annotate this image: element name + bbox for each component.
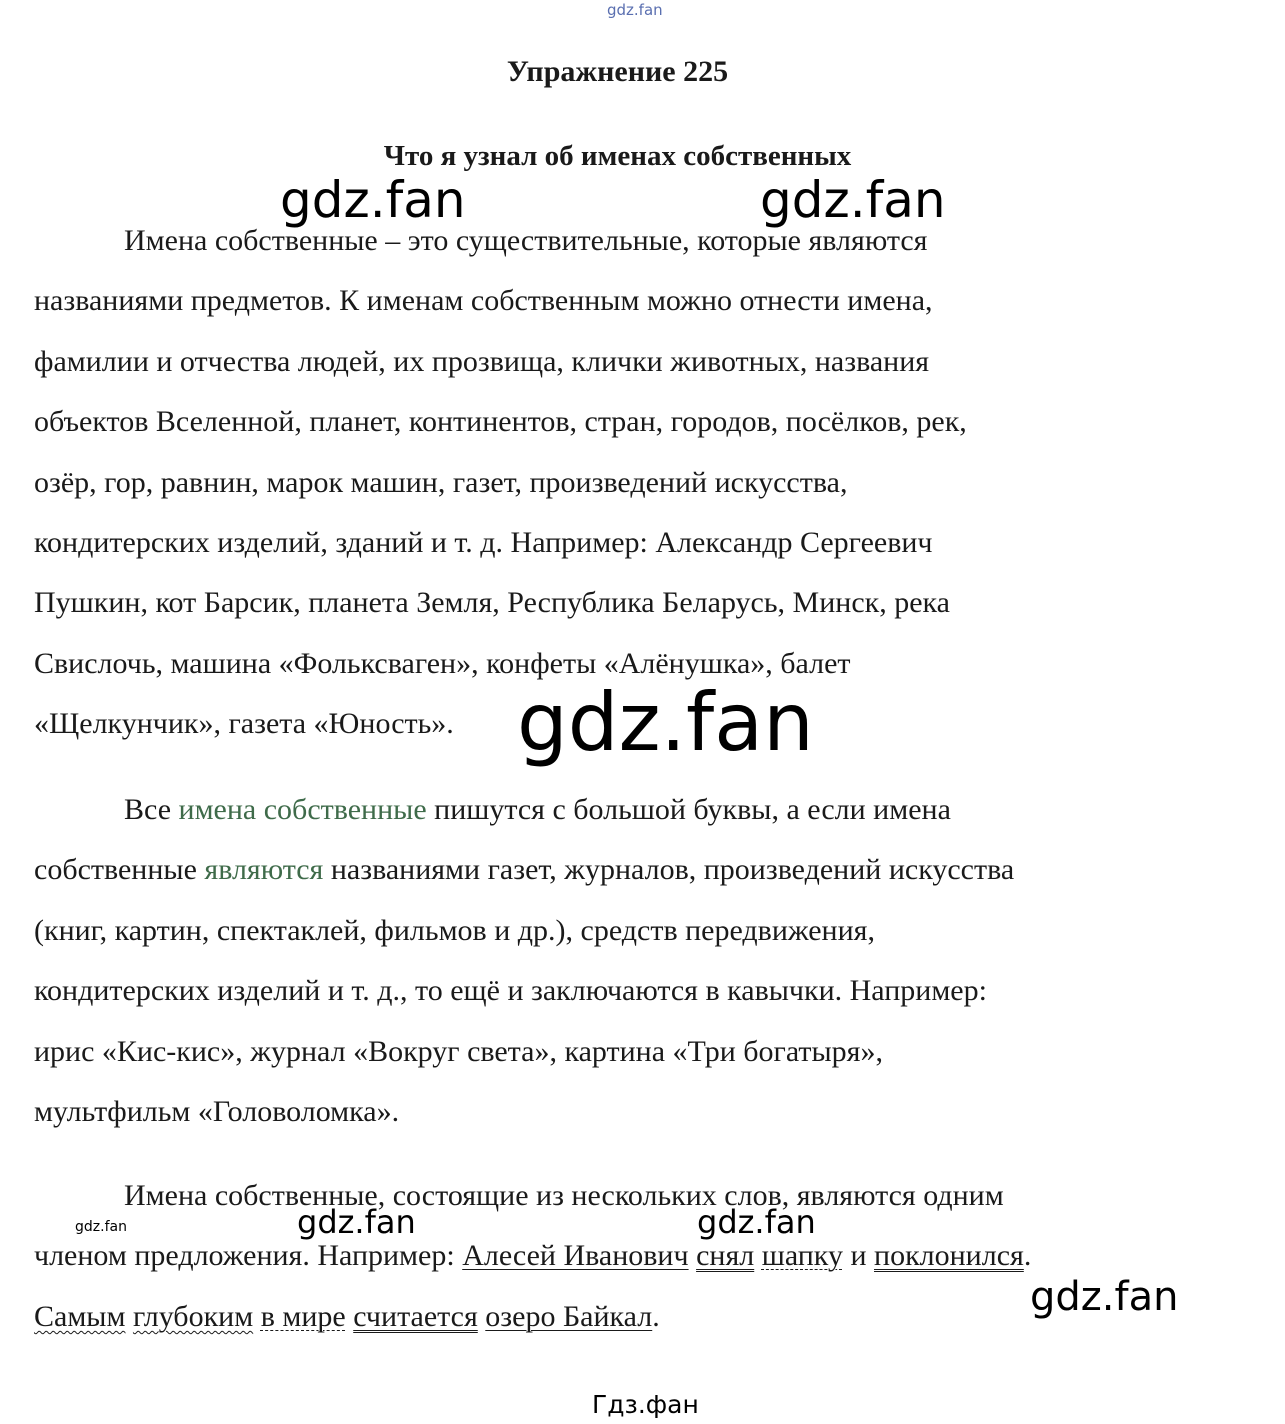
paragraph-line: кондитерских изделий, зданий и т. д. Например: Александр Сергеевич bbox=[34, 526, 933, 560]
text-run: . bbox=[1023, 1239, 1032, 1273]
paragraph-line: ирис «Кис-кис», журнал «Вокруг света», картина «Три богатыря», bbox=[34, 1034, 883, 1068]
paragraph-line: объектов Вселенной, планет, континентов, стран, городов, посёлков, рек, bbox=[34, 405, 967, 439]
paragraph-line: названиями предметов. К именам собственным можно отнести имена, bbox=[34, 284, 933, 318]
watermark: gdz.fan bbox=[1030, 1274, 1179, 1320]
watermark-top: gdz.fan bbox=[607, 1, 663, 19]
subject-underlined: озеро Байкал bbox=[485, 1299, 653, 1333]
object-underlined: шапку bbox=[761, 1239, 843, 1273]
watermark: gdz.fan bbox=[297, 1203, 416, 1241]
adverbial-underlined: в мире bbox=[260, 1299, 346, 1333]
highlighted-text: имена собственные bbox=[178, 793, 427, 826]
paragraph-line: Пушкин, кот Барсик, планета Земля, Республика Беларусь, Минск, река bbox=[34, 586, 950, 620]
paragraph-3 bbox=[34, 1166, 1234, 1347]
watermark: gdz.fan bbox=[517, 676, 814, 769]
paragraph-line: «Щелкунчик», газета «Юность». bbox=[34, 707, 454, 741]
text-run: . bbox=[652, 1299, 660, 1333]
watermark: gdz.fan bbox=[697, 1203, 816, 1241]
paragraph-line: Имена собственные – это существительные, которые являются bbox=[124, 224, 928, 257]
highlighted-text: являются bbox=[204, 853, 324, 887]
paragraph-line: Имена собственные, состоящие из нескольких слов, являются одним bbox=[124, 1179, 1004, 1212]
exercise-title: Упражнение 225 bbox=[506, 55, 729, 88]
paragraph-line: (книг, картин, спектаклей, фильмов и др.), средств передвижения, bbox=[34, 913, 875, 947]
paragraph-line: Свислочь, машина «Фольксваген», конфеты «Алёнушка», балет bbox=[34, 646, 851, 680]
watermark: gdz.fan bbox=[760, 171, 946, 229]
paragraph-line bbox=[34, 780, 1234, 840]
paragraph-line: фамилии и отчества людей, их прозвища, клички животных, названия bbox=[34, 344, 930, 378]
text-run: собственные bbox=[34, 853, 205, 887]
text-run: членом предложения. Например: bbox=[34, 1239, 463, 1273]
paragraph-line: кондитерских изделий и т. д., то ещё и заключаются в кавычки. Например: bbox=[34, 974, 987, 1008]
paragraph-line bbox=[34, 840, 1234, 900]
conjunction: и bbox=[850, 1239, 867, 1273]
watermark: gdz.fan bbox=[75, 1219, 127, 1235]
text-run: Все bbox=[124, 793, 179, 826]
text-run: пишутся с большой буквы, а если имена bbox=[426, 793, 951, 826]
predicate-underlined: считается bbox=[353, 1299, 478, 1333]
watermark: gdz.fan bbox=[280, 171, 466, 229]
paragraph-2 bbox=[34, 780, 1234, 1142]
section-heading: Что я узнал об именах собственных bbox=[383, 140, 852, 172]
watermark-bottom: Гдз.фан bbox=[592, 1390, 699, 1419]
paragraph-1 bbox=[34, 211, 1234, 755]
subject-underlined: Алесей Иванович bbox=[462, 1239, 689, 1273]
paragraph-line: мультфильм «Головоломка». bbox=[34, 1095, 400, 1129]
paragraph-line: озёр, гор, равнин, марок машин, газет, произведений искусства, bbox=[34, 465, 848, 499]
text-run: названиями газет, журналов, произведений искусства bbox=[323, 853, 1015, 887]
predicate-underlined: поклонился bbox=[874, 1239, 1024, 1273]
predicate-underlined: снял bbox=[696, 1239, 755, 1273]
adverbial-underlined: Самым bbox=[34, 1299, 126, 1333]
attribute-underlined: глубоким bbox=[132, 1299, 254, 1333]
